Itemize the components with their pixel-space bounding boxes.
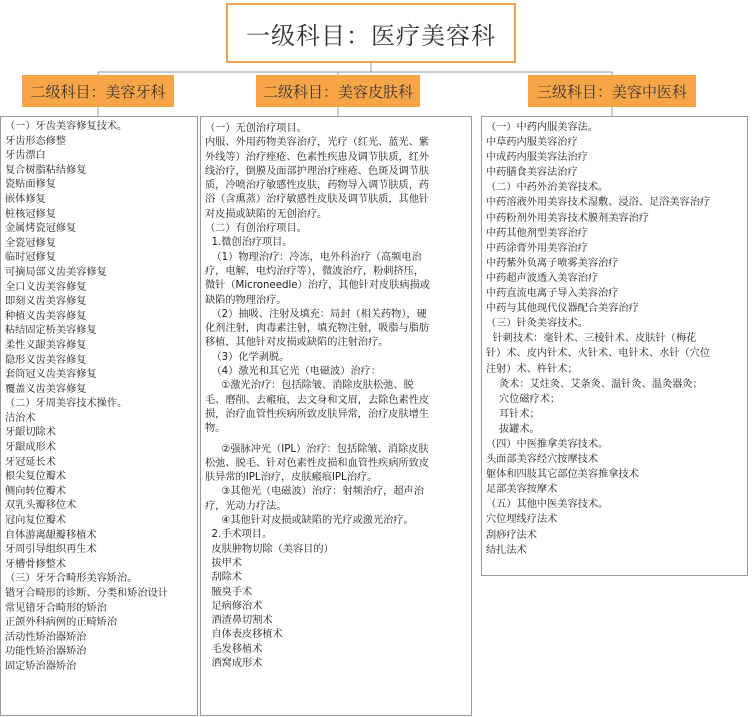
list-item: 中成药内服美容法治疗 bbox=[486, 152, 588, 164]
list-item: 中草药内服美容治疗 bbox=[486, 137, 578, 149]
list-item: 功能性矫治器矫治 bbox=[5, 646, 87, 658]
list-item: 桩核冠修复 bbox=[5, 208, 56, 220]
list-item: 种植义齿美容修复 bbox=[5, 310, 87, 322]
list-item: （二）牙周美容技术操作。 bbox=[5, 398, 128, 410]
list-item: 针）术、皮内针术、火针术、电针术、水针（穴位 bbox=[486, 348, 711, 360]
list-item: 疗，电解，电灼治疗等），微波治疗，粉刺挤压， bbox=[205, 265, 425, 277]
list-item: 足病修治术 bbox=[205, 600, 263, 612]
list-item: 化剂注射，肉毒素注射，填充物注射，吸脂与脂肪 bbox=[205, 323, 430, 335]
list-item: 刮除术 bbox=[205, 572, 243, 584]
list-item: 牙冠延长术 bbox=[5, 456, 56, 468]
list-item: 注射）术、杵针术； bbox=[486, 363, 578, 375]
list-item: 线治疗，倒膜及面部护理治疗痤疮、色斑及调节肤 bbox=[205, 165, 430, 177]
list-item: 移植，其他针对皮损或缺陷的注射治疗。 bbox=[205, 337, 389, 349]
list-item: 正颌外科病例的正畸矫治 bbox=[5, 617, 118, 629]
list-item: ③其他光（电磁波）治疗：射频治疗，超声治 bbox=[205, 486, 424, 498]
list-item: 耳针术； bbox=[486, 408, 540, 420]
list-item: （一）牙齿美容修复技术。 bbox=[5, 121, 128, 132]
list-item: 洁治术 bbox=[5, 412, 36, 424]
list-item: ④其他针对皮损或缺陷的光疗或激光治疗。 bbox=[205, 515, 414, 527]
list-item: 2.手术项目。 bbox=[205, 529, 273, 541]
list-item: 错牙合畸形的诊断、分类和矫治设计 bbox=[5, 588, 168, 599]
list-item: 中药膳食美容法治疗 bbox=[486, 167, 578, 179]
list-item: （二）中药外治美容技术。 bbox=[486, 182, 609, 194]
list-item: 质，冷喷治疗敏感性皮肤，药物导入调节肤质，药 bbox=[205, 180, 430, 192]
list-item: 中药与其他现代仪器配合美容治疗 bbox=[486, 303, 639, 315]
list-item: 中药涂膏外用美容治疗 bbox=[486, 242, 588, 254]
list-item: 嵌体修复 bbox=[5, 193, 46, 205]
list-item: 即刻义齿美容修复 bbox=[5, 296, 87, 308]
list-item: 拔甲术 bbox=[205, 557, 243, 569]
list-item: 隐形义齿美容修复 bbox=[5, 354, 87, 366]
list-item: （二）有创治疗项目。 bbox=[205, 223, 307, 235]
list-item: 中药其他剂型美容治疗 bbox=[486, 227, 588, 239]
list-item: ①激光治疗：包括除皱、消除皮肤松弛、脱 bbox=[205, 380, 414, 392]
branch-title: 三级科目：美容中医科 bbox=[536, 82, 687, 101]
list-item: 覆盖义齿美容修复 bbox=[5, 383, 87, 395]
list-item: （4）激光和其它光（电磁波）治疗： bbox=[205, 366, 381, 378]
list-item: 结扎法术 bbox=[486, 544, 527, 556]
list-item: 常见错牙合畸形的矫治 bbox=[5, 602, 107, 614]
list-item: 自体表皮移植术 bbox=[205, 629, 283, 641]
branch-node-dental bbox=[22, 75, 174, 107]
list-item: 微针（Microneedle）治疗，其他针对皮肤病损或 bbox=[205, 280, 430, 292]
list-item: 拔罐术。 bbox=[486, 423, 540, 435]
list-item: 毛、磨削、去瘢痕，去文身和文眉，去除色素性皮 bbox=[205, 394, 430, 406]
list-item: （一）无创治疗项目。 bbox=[205, 123, 307, 134]
list-item: 固定矫治器矫治 bbox=[5, 660, 77, 672]
list-item: 根尖复位瓣术 bbox=[5, 471, 67, 483]
list-item: 对皮损或缺陷的无创治疗。 bbox=[205, 208, 328, 220]
branch-node-dermatology bbox=[256, 75, 420, 107]
list-item: 针刺技术：毫针术、三棱针术、皮肤针（梅花 bbox=[486, 333, 697, 345]
list-item: 灸术：艾炷灸、艾条灸、温针灸、温灸器灸； bbox=[486, 378, 703, 390]
list-item: （2）抽吸、注射及填充：局封（相关药物），硬 bbox=[205, 308, 427, 320]
branch-node-tcm bbox=[528, 75, 696, 107]
list-item: 粘结固定桥美容修复 bbox=[5, 325, 97, 337]
list-item: 中药溶液外用美容技术湿敷、浸浴、足浴美容治疗 bbox=[486, 197, 711, 209]
list-item: 内服、外用药物美容治疗，光疗（红光、蓝光、紫 bbox=[205, 137, 430, 149]
list-item: 疗，光动力疗法。 bbox=[205, 500, 287, 512]
list-item: ②强脉冲光（IPL）治疗：包括除皱、消除皮肤 bbox=[205, 443, 429, 455]
list-item: 中药超声波透入美容治疗 bbox=[486, 272, 599, 284]
list-item: 双乳头瓣移位术 bbox=[5, 500, 77, 512]
list-item: 外线等）治疗痤疮、色素性疾患及调节肤质，红外 bbox=[205, 151, 430, 163]
list-item: 临时冠修复 bbox=[5, 252, 56, 264]
list-item: （一）中药内服美容法。 bbox=[486, 122, 599, 133]
branch-title: 二级科目：美容皮肤科 bbox=[262, 82, 413, 101]
list-item: 柔性义龈美容修复 bbox=[5, 339, 87, 351]
list-item: 浴（含熏蒸）治疗敏感性皮肤及调节肤质，其他针 bbox=[205, 194, 430, 206]
list-item: 皮肤肿物切除（美容目的） bbox=[205, 543, 334, 555]
list-item: 物。 bbox=[205, 423, 226, 435]
list-item: 腋臭手术 bbox=[205, 586, 253, 598]
list-item: 穴位埋线疗法术 bbox=[486, 514, 558, 526]
list-item: 松弛、脱毛、针对色素性皮损和血管性疾病所致皮 bbox=[205, 457, 430, 469]
list-item: （五）其他中医美容技术。 bbox=[486, 499, 609, 511]
list-item: 中药紫外负离子喷雾美容治疗 bbox=[486, 257, 619, 269]
list-item: 瓷贴面修复 bbox=[5, 179, 56, 191]
panel-dermatology bbox=[200, 116, 472, 716]
list-item: 金属烤瓷冠修复 bbox=[5, 223, 77, 235]
root-title: 一级科目：医疗美容科 bbox=[246, 21, 496, 50]
list-item: 自体游离龈瓣移植术 bbox=[5, 529, 97, 541]
list-item: 毛发移植术 bbox=[205, 643, 263, 655]
list-item: 中药直流电离子导入美容治疗 bbox=[486, 288, 619, 300]
list-item: 足部美容按摩术 bbox=[486, 484, 558, 496]
list-item: （三）针灸美容技术。 bbox=[486, 318, 588, 330]
root-node bbox=[226, 3, 516, 63]
list-item: 套筒冠义齿美容修复 bbox=[5, 369, 97, 381]
list-item: 可摘局部义齿美容修复 bbox=[5, 266, 107, 278]
panel-tcm bbox=[481, 116, 748, 576]
list-item: 牙槽骨修整术 bbox=[5, 558, 67, 570]
list-item: 全口义齿美容修复 bbox=[5, 281, 87, 293]
list-item: 活动性矫治器矫治 bbox=[5, 631, 87, 643]
branch-title: 二级科目：美容牙科 bbox=[30, 82, 166, 101]
panel-dental bbox=[0, 116, 198, 716]
list-item: 躯体和四肢其它部位美容推拿技术 bbox=[486, 469, 639, 481]
list-item: 侧向转位瓣术 bbox=[5, 485, 67, 497]
list-item: 牙龈成形术 bbox=[5, 442, 56, 454]
list-item: 中药粉剂外用美容技术膜剂美容治疗 bbox=[486, 212, 649, 224]
list-item: 1.微创治疗项目。 bbox=[205, 237, 293, 249]
list-item: 牙龈切除术 bbox=[5, 427, 56, 439]
list-item: 穴位磁疗术； bbox=[486, 393, 561, 405]
list-item: 牙齿漂白 bbox=[5, 150, 46, 162]
list-item: （1）物理治疗：冷冻，电外科治疗（高频电治 bbox=[205, 251, 422, 263]
list-item: 牙周引导组织再生术 bbox=[5, 544, 97, 556]
list-item: 缺陷的物理治疗。 bbox=[205, 294, 287, 306]
list-item: 刮痧疗法术 bbox=[486, 529, 537, 541]
list-item: 酒渣鼻切割术 bbox=[205, 615, 273, 627]
list-item: 头面部美容经穴按摩技术 bbox=[486, 454, 599, 466]
list-item: 酒窝成形术 bbox=[205, 657, 263, 669]
list-item: （三）牙牙合畸形美容矫治。 bbox=[5, 573, 138, 585]
list-item: 损，治疗血管性疾病所致皮肤异常，治疗皮肤增生 bbox=[205, 408, 430, 420]
list-item: （3）化学剥脱。 bbox=[205, 351, 290, 363]
list-item: 全瓷冠修复 bbox=[5, 237, 56, 249]
list-item: 冠向复位瓣术 bbox=[5, 515, 67, 527]
list-item: 复合树脂粘结修复 bbox=[5, 164, 87, 176]
list-item: （四）中医推拿美容技术。 bbox=[486, 438, 609, 450]
list-item: 牙齿形态修整 bbox=[5, 135, 67, 147]
list-item: 肤异常的IPL治疗，皮肤瘢痕IPL治疗。 bbox=[205, 472, 378, 484]
